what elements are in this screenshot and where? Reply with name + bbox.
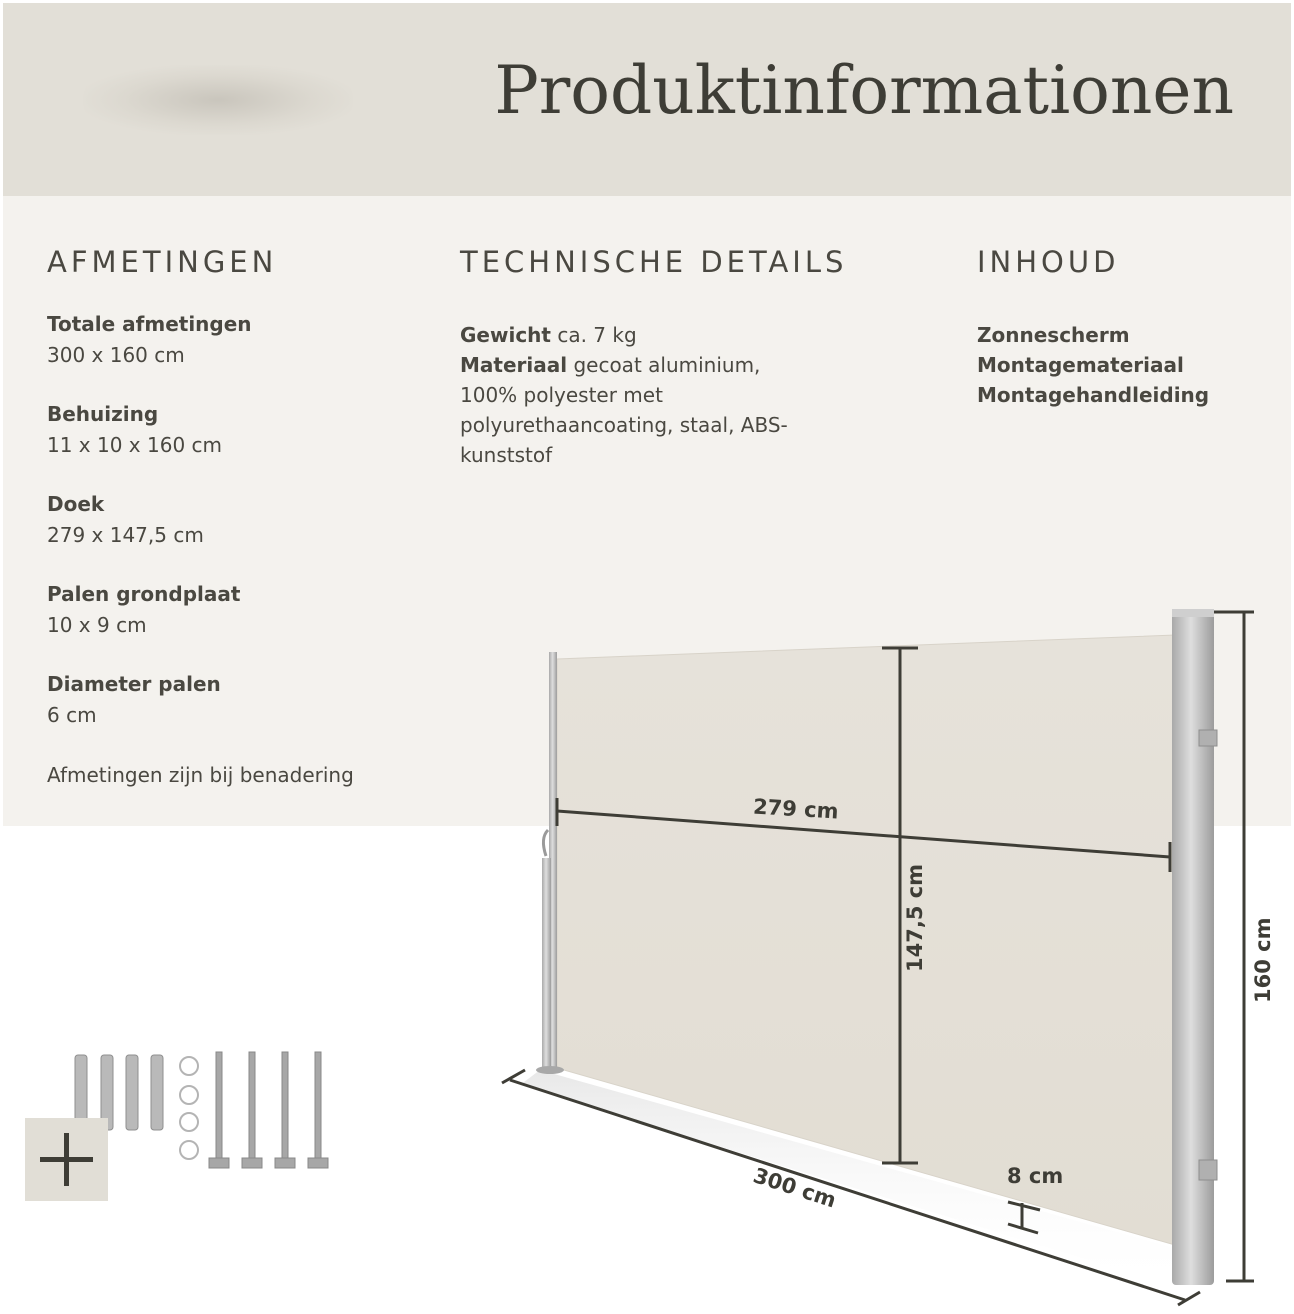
dimensions-note: Afmetingen zijn bij benadering [47,763,354,787]
material-label: Materiaal [460,353,568,377]
cassette-housing [1172,611,1214,1285]
screw-icon [249,1052,255,1160]
mounting-hardware [75,1052,328,1168]
washer-icon [180,1113,198,1131]
contents-item: Montagemateriaal [977,353,1184,377]
technical-heading: TECHNISCHE DETAILS [460,245,848,279]
dimension-value: 11 x 10 x 160 cm [47,433,223,457]
weight-value: ca. 7 kg [557,323,637,347]
screw-head [275,1158,295,1168]
contents-heading: INHOUD [977,245,1120,279]
dimension-value: 10 x 9 cm [47,613,147,637]
screw-icon [282,1052,288,1160]
pole-handle [543,830,548,856]
screw-icon [315,1052,321,1160]
washer-icon [180,1141,198,1159]
screw-head [209,1158,229,1168]
dimension-value: 6 cm [47,703,97,727]
support-post [542,858,551,1070]
screw-icon [216,1052,222,1160]
weight-label: Gewicht [460,323,551,347]
fabric-height-label: 147,5 cm [903,863,927,972]
dimension-value: 279 x 147,5 cm [47,523,204,547]
hardware-badge [25,1118,108,1201]
screw-head [242,1158,262,1168]
wall-plug-icon [126,1055,138,1130]
dimension-label: Totale afmetingen [47,312,252,336]
pole-foot [536,1066,564,1074]
total-height-label: 160 cm [1251,917,1275,1003]
dimension-label: Diameter palen [47,672,221,696]
washer-icon [180,1057,198,1075]
total-width-label: 300 cm [750,1163,840,1213]
page-title: Produktinformationen [494,52,1234,129]
dimensions-heading: AFMETINGEN [47,245,278,279]
wall-bracket [1199,730,1217,746]
screw-head [308,1158,328,1168]
dimension-value: 300 x 160 cm [47,343,185,367]
contents-item: Zonnescherm [977,323,1130,347]
material-value: gecoat aluminium, 100% polyester met polyurethaancoating, staal, ABS-kunststof [460,353,788,467]
width-label: 279 cm [752,794,840,824]
contents-item: Montagehandleiding [977,383,1210,407]
washer-icon [180,1086,198,1104]
wall-plug-icon [151,1055,163,1130]
dimension-label: Behuizing [47,402,159,426]
cassette-cap [1172,609,1214,617]
gap-label: 8 cm [1007,1164,1064,1188]
dimension-label: Palen grondplaat [47,582,241,606]
wall-bracket [1199,1160,1217,1180]
fabric-screen [557,635,1175,1245]
dimension-label: Doek [47,492,105,516]
